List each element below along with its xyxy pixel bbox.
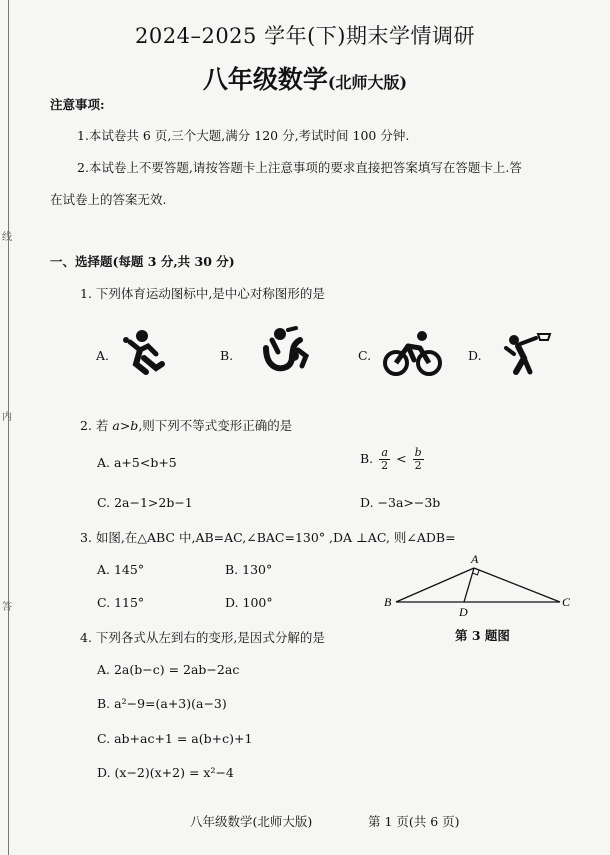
wrestling-icon [258, 326, 312, 376]
q4-option-b: B. a²−9=(a+3)(a−3) [97, 696, 227, 711]
q2-option-a: A. a+5<b+5 [97, 455, 177, 470]
margin-mark-3: 答 [2, 602, 12, 613]
section-heading: 一、选择题(每题 3 分,共 30 分) [50, 254, 235, 269]
vertex-c-label: C [562, 595, 571, 609]
footer-subject: 八年级数学(北师大版) [190, 814, 313, 829]
subject-title [0, 60, 610, 96]
basketball-icon [500, 328, 556, 384]
margin-mark-2: 内 [2, 412, 12, 423]
point-d-label: D [459, 605, 468, 619]
table-tennis-icon [118, 328, 168, 378]
q2-option-b-label: B. [360, 451, 374, 466]
notice-item-1: 1.本试卷共 6 页,三个大题,满分 120 分,考试时间 100 分钟. [77, 128, 410, 143]
q3-stem: 3. 如图,在△ABC 中,AB=AC,∠BAC=130° ,DA ⊥AC, 则∠ADB= [80, 530, 456, 545]
q3-triangle-figure [382, 550, 582, 624]
q1-stem: 1. 下列体育运动图标中,是中心对称图形的是 [80, 286, 325, 301]
notice-heading: 注意事项: [50, 97, 105, 112]
q2-option-d: D. −3a>−3b [360, 495, 441, 510]
q1-option-d-label: D. [468, 348, 482, 363]
margin-mark-1: 线 [2, 232, 12, 243]
q3-option-c: C. 115° [97, 595, 145, 610]
cycling-icon [382, 330, 444, 378]
fraction-a-numerator: a [379, 447, 390, 460]
q2-option-b-operator: < [396, 451, 407, 466]
q4-option-a: A. 2a(b−c) = 2ab−2ac [97, 662, 240, 677]
q4-option-c: C. ab+ac+1 = a(b+c)+1 [97, 731, 253, 746]
q2-stem-suffix: ,则下列不等式变形正确的是 [138, 418, 293, 433]
q3-option-a: A. 145° [97, 562, 145, 577]
segment-ac [474, 568, 560, 602]
q2-option-b [360, 447, 426, 472]
q2-stem [80, 416, 292, 434]
q1-option-c-label: C. [358, 348, 372, 363]
q3-option-b: B. 130° [225, 562, 273, 577]
fraction-b-over-2 [413, 447, 424, 472]
q1-option-b-label: B. [220, 348, 234, 363]
notice-item-2-line2: 在试卷上的答案无效. [50, 192, 167, 207]
q2-stem-prefix: 2. 若 [80, 418, 113, 433]
q1-option-a-label: A. [96, 348, 110, 363]
fraction-b-numerator: b [414, 446, 422, 459]
fraction-b-denominator: 2 [414, 459, 422, 472]
q4-option-d: D. (x−2)(x+2) = x²−4 [97, 765, 234, 780]
segment-ab [396, 568, 474, 602]
footer-page-number: 第 1 页(共 6 页) [368, 814, 460, 829]
vertex-a-label: A [471, 552, 479, 566]
exam-title: 2024–2025 学年(下)期末学情调研 [135, 24, 475, 48]
q3-figure-caption: 第 3 题图 [455, 628, 510, 643]
q4-stem: 4. 下列各式从左到右的变形,是因式分解的是 [80, 630, 325, 645]
q2-condition: a>b [112, 418, 139, 433]
binding-line [8, 0, 9, 855]
q2-option-c: C. 2a−1>2b−1 [97, 495, 193, 510]
q3-option-d: D. 100° [225, 595, 273, 610]
edition-label: (北师大版) [327, 73, 408, 92]
fraction-a-over-2 [379, 447, 390, 472]
fraction-a-denominator: 2 [381, 459, 389, 472]
vertex-b-label: B [384, 595, 392, 609]
notice-item-2-line1: 2.本试卷上不要答题,请按答题卡上注意事项的要求直接把答案填写在答题卡上.答 [77, 160, 522, 175]
subject-name: 八年级数学 [202, 65, 328, 94]
